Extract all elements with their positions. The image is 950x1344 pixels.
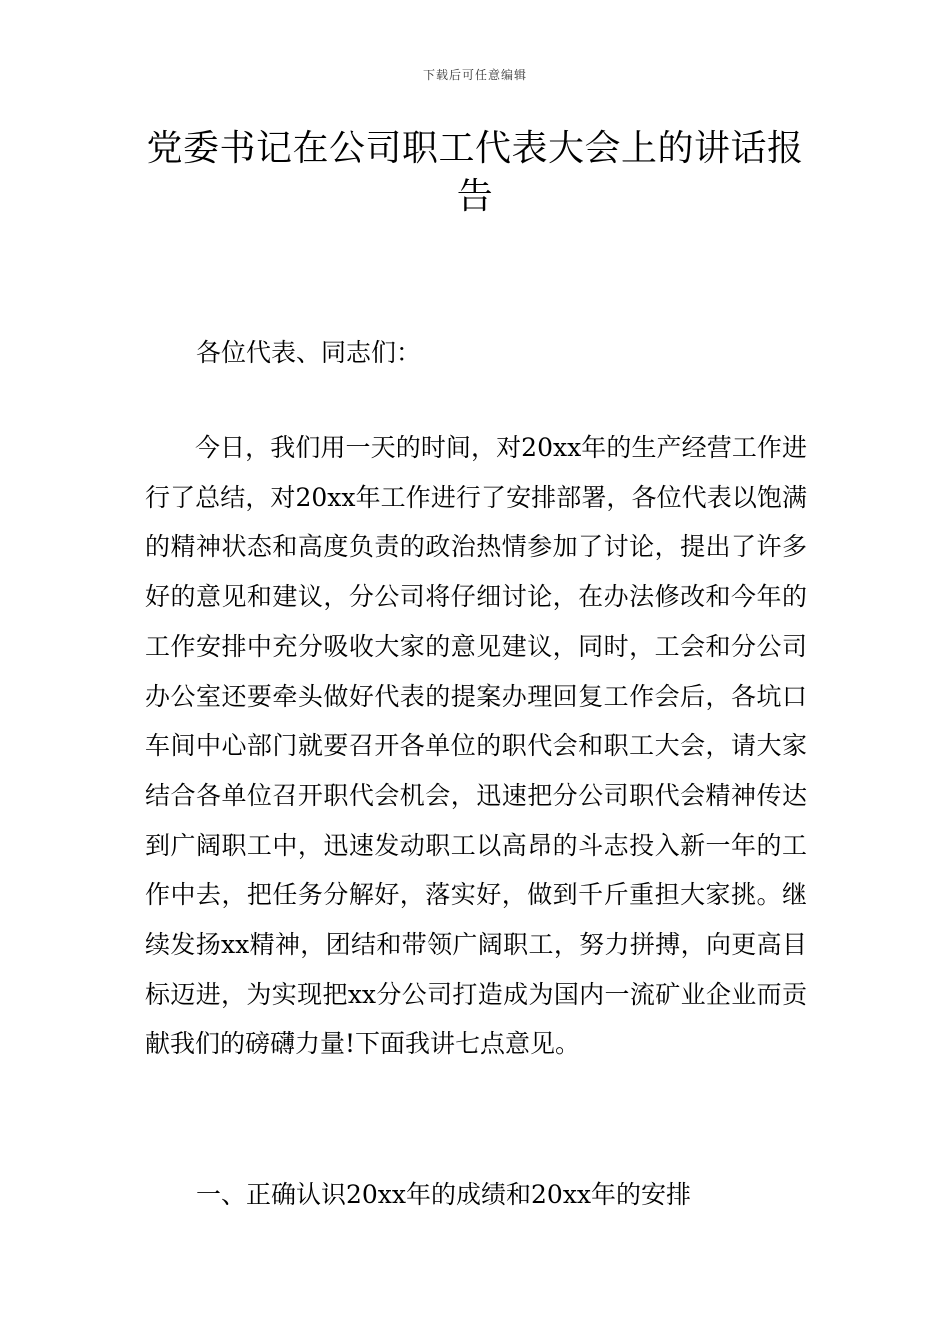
body-paragraph: 今日，我们用一天的时间，对20xx年的生产经营工作进行了总结，对20xx年工作进行了安排部署，各位代表以饱满的精神状态和高度负责的政治热情参加了讨论，提出了许多好的意见和建议，分公司将仔细讨论，在办法修改和今年的工作安排中充分吸收大家的意见建议，同时，工会和分公司办公室还要牵头做好代表的提案办理回复工作会后，各坑口车间中心部门就要召开各单位的职代会和职工大会，请大家结合各单位召开职代会机会，迅速把分公司职代会精神传达到广阔职工中，迅速发动职工以高昂的斗志投入新一年的工作中去，把任务分解好，落实好，做到千斤重担大家挑。继续发扬xx精神，团结和带领广阔职工，努力拼搏，向更高目标迈进，为实现把xx分公司打造成为国内一流矿业企业而贡献我们的磅礴力量!下面我讲七点意见。 [145, 433, 807, 1059]
document-title: 党委书记在公司职工代表大会上的讲话报告 [146, 128, 804, 217]
header-note: 下载后可任意编辑 [422, 68, 527, 82]
section-heading: 一、正确认识20xx年的成绩和20xx年的安排 [196, 1180, 692, 1209]
salutation: 各位代表、同志们： [196, 338, 422, 367]
